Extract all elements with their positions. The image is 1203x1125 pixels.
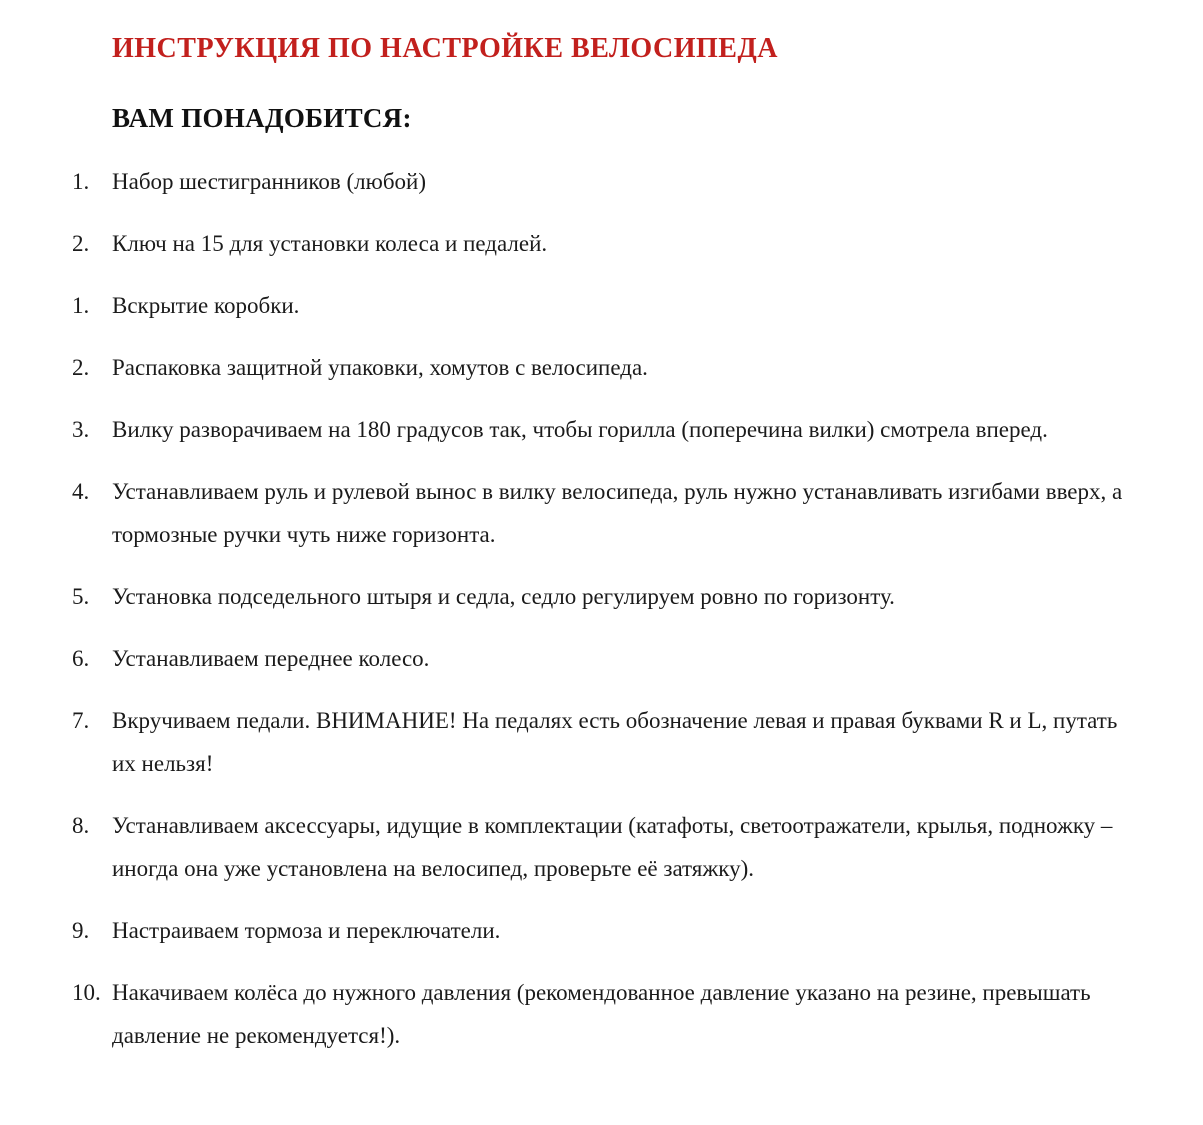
list-item-number: 5. [72, 583, 90, 609]
list-item [72, 699, 1125, 785]
list-item [72, 804, 1125, 890]
list-item [72, 909, 1125, 952]
list-item-number: 8. [72, 812, 90, 838]
list-item [72, 222, 1125, 265]
list-item-number: 6. [72, 645, 90, 671]
list-item-text: Вскрытие коробки. [112, 292, 300, 318]
list-item-text: Распаковка защитной упаковки, хомутов с велосипеда. [112, 354, 648, 380]
list-item [72, 971, 1125, 1057]
list-item [72, 408, 1125, 451]
steps-list [72, 284, 1125, 1057]
list-item [72, 637, 1125, 680]
list-item-number: 3. [72, 416, 90, 442]
list-item [72, 575, 1125, 618]
list-item-text: Вкручиваем педали. ВНИМАНИЕ! На педалях есть обозначение левая и правая буквами R и L, путать их нельзя! [112, 707, 1118, 776]
list-item-text: Настраиваем тормоза и переключатели. [112, 917, 501, 943]
list-item-number: 9. [72, 917, 90, 943]
list-item-number: 2. [72, 230, 90, 256]
list-item-text: Устанавливаем руль и рулевой вынос в вилку велосипеда, руль нужно устанавливать изгибами вверх, а тормозные ручки чуть ниже горизонта. [112, 478, 1123, 547]
list-item-number: 7. [72, 707, 90, 733]
list-item-text: Устанавливаем переднее колесо. [112, 645, 430, 671]
list-item-text: Ключ на 15 для установки колеса и педалей. [112, 230, 548, 256]
list-item-number: 10. [72, 979, 101, 1005]
list-item [72, 470, 1125, 556]
list-item-number: 1. [72, 292, 90, 318]
document-title: ИНСТРУКЦИЯ ПО НАСТРОЙКЕ ВЕЛОСИПЕДА [112, 33, 778, 64]
list-item-text: Набор шестигранников (любой) [112, 168, 427, 194]
list-item-number: 2. [72, 354, 90, 380]
list-item-text: Устанавливаем аксессуары, идущие в комплектации (катафоты, светоотражатели, крылья, подножку – иногда она уже установлена на велосипед, проверьте её затяжку). [112, 812, 1113, 881]
list-item-text: Вилку разворачиваем на 180 градусов так, чтобы горилла (поперечина вилки) смотрела вперед. [112, 416, 1048, 442]
list-item-text: Накачиваем колёса до нужного давления (рекомендованное давление указано на резине, превышать давление не рекомендуется!). [112, 979, 1091, 1048]
list-item [72, 346, 1125, 389]
list-item-number: 1. [72, 168, 90, 194]
list-item-number: 4. [72, 478, 90, 504]
list-item-text: Установка подседельного штыря и седла, седло регулируем ровно по горизонту. [112, 583, 895, 609]
tools-list [72, 160, 1125, 265]
tools-heading: ВАМ ПОНАДОБИТСЯ: [112, 102, 412, 133]
list-item [72, 284, 1125, 327]
list-item [72, 160, 1125, 203]
